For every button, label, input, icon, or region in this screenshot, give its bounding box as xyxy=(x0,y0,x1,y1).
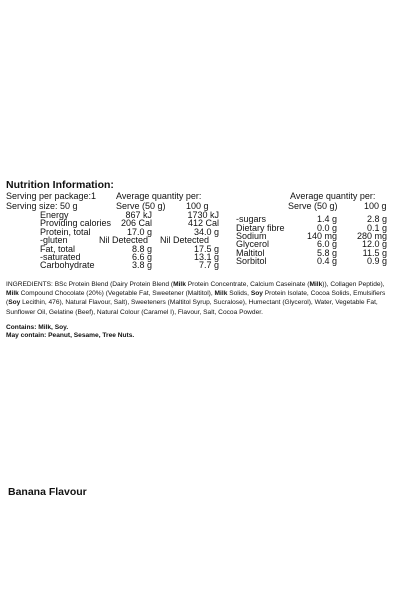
nutrient-name: Glycerol xyxy=(236,239,270,250)
nutrient-name: Fat, total xyxy=(40,243,76,254)
nutrient-serve: 6.0 g xyxy=(316,239,337,250)
nutrient-per100: 280 mg xyxy=(356,231,387,241)
nutrient-serve: 6.6 g xyxy=(131,252,152,262)
nutrient-name: -gluten xyxy=(40,235,68,246)
nutrient-serve: 867 kJ xyxy=(125,210,152,220)
nutrient-serve: Nil Detected xyxy=(98,235,148,246)
col-100-left: 100 g xyxy=(186,201,209,211)
ingredients-segment: Solids, xyxy=(227,290,251,298)
nutrient-name: Dietary fibre xyxy=(236,222,285,233)
allergen-milk: Milk xyxy=(6,290,19,298)
flavour-label: Banana Flavour xyxy=(8,486,87,498)
nutrient-per100: 7.7 g xyxy=(198,260,219,271)
nutrient-serve: 0.0 g xyxy=(316,222,337,233)
nutrient-name: -sugars xyxy=(236,214,267,225)
serving-size: Serving size: 50 g xyxy=(6,201,78,211)
nutrition-panel xyxy=(6,180,392,291)
contains-statement: Contains: Milk, Soy. xyxy=(6,324,69,331)
allergen-milk: Milk xyxy=(309,281,323,288)
ingredients-segment: Protein Isolate, Cocoa Solids, Emulsifiers ( xyxy=(6,290,386,307)
ingredients-segment: )), Collagen Peptide), xyxy=(322,281,385,288)
col-100-right: 100 g xyxy=(364,201,387,211)
nutrient-per100: 0.9 g xyxy=(366,256,387,267)
ingredients-text xyxy=(6,280,392,317)
allergen-soy: Soy xyxy=(250,290,263,298)
nutrient-serve: 17.0 g xyxy=(126,226,152,237)
allergen-statement xyxy=(6,324,392,340)
nutrient-serve: 8.8 g xyxy=(131,243,152,254)
nutrient-serve: 3.8 g xyxy=(131,260,152,271)
nutrient-name: Protein, total xyxy=(40,226,91,237)
nutrient-per100: 11.5 g xyxy=(362,247,387,258)
ingredients-segment: INGREDIENTS: BSc Protein Blend (Dairy Protein Blend ( xyxy=(6,281,174,288)
servings-per-package: Serving per package:1 xyxy=(6,191,97,201)
nutrient-per100: 2.8 g xyxy=(366,214,387,225)
nutrient-name: -saturated xyxy=(40,252,81,262)
nutrient-serve: 140 mg xyxy=(306,231,337,241)
nutrient-per100: 1730 kJ xyxy=(187,210,219,220)
nutrient-per100: 12.0 g xyxy=(361,239,387,250)
nutrient-table xyxy=(6,211,392,291)
nutrient-serve: 5.8 g xyxy=(316,247,337,258)
avg-qty-right-label: Average quantity per: xyxy=(290,191,376,201)
allergen-milk: Milk xyxy=(214,290,228,298)
nutrient-per100: 13.1 g xyxy=(193,252,219,262)
servings-header-row xyxy=(6,191,392,201)
nutrient-name: Providing calories xyxy=(40,218,112,229)
nutrient-per100: 34.0 g xyxy=(193,226,219,237)
nutrient-name: Sorbitol xyxy=(236,256,267,267)
nutrient-serve: 0.4 g xyxy=(316,256,337,267)
allergen-milk: Milk xyxy=(173,281,186,288)
ingredients-segment: Protein Concentrate, Calcium Caseinate ( xyxy=(185,281,310,288)
may-contain-statement: May contain: Peanut, Sesame, Tree Nuts. xyxy=(6,332,135,340)
nutrient-name: Sodium xyxy=(236,231,267,241)
nutrient-serve: 1.4 g xyxy=(316,214,337,225)
nutrient-name: Carbohydrate xyxy=(40,260,95,271)
nutrient-per100: 412 Cal xyxy=(187,218,219,229)
ingredients-segment: Compound Chocolate (20%) (Vegetable Fat, Sweetener (Maltitol), xyxy=(18,290,215,298)
nutrient-per100: 17.5 g xyxy=(193,243,219,254)
col-serve-left: Serve (50 g) xyxy=(116,201,166,211)
nutrient-per100: Nil Detected xyxy=(159,235,209,246)
nutrient-name: Maltitol xyxy=(236,247,265,258)
nutrient-per100: 0.1 g xyxy=(366,222,387,233)
col-serve-right: Serve (50 g) xyxy=(288,201,338,211)
avg-qty-left-label: Average quantity per: xyxy=(116,191,202,201)
allergen-soy: Soy xyxy=(8,299,21,307)
nutrient-name: Energy xyxy=(40,210,69,220)
nutrient-serve: 206 Cal xyxy=(120,218,152,229)
nutrition-title: Nutrition Information: xyxy=(6,179,114,191)
ingredients-segment: Lecithin, 476), Natural Flavour, Salt), Sweeteners (Maltitol Syrup, Sucralose), Humectant (Glycerol), Water, Vegetable Fat, Sunflower Oil, Gelatine (Beef), Natural Colour (Caramel I), Flavour, Salt, Cocoa Powder. xyxy=(6,299,378,316)
